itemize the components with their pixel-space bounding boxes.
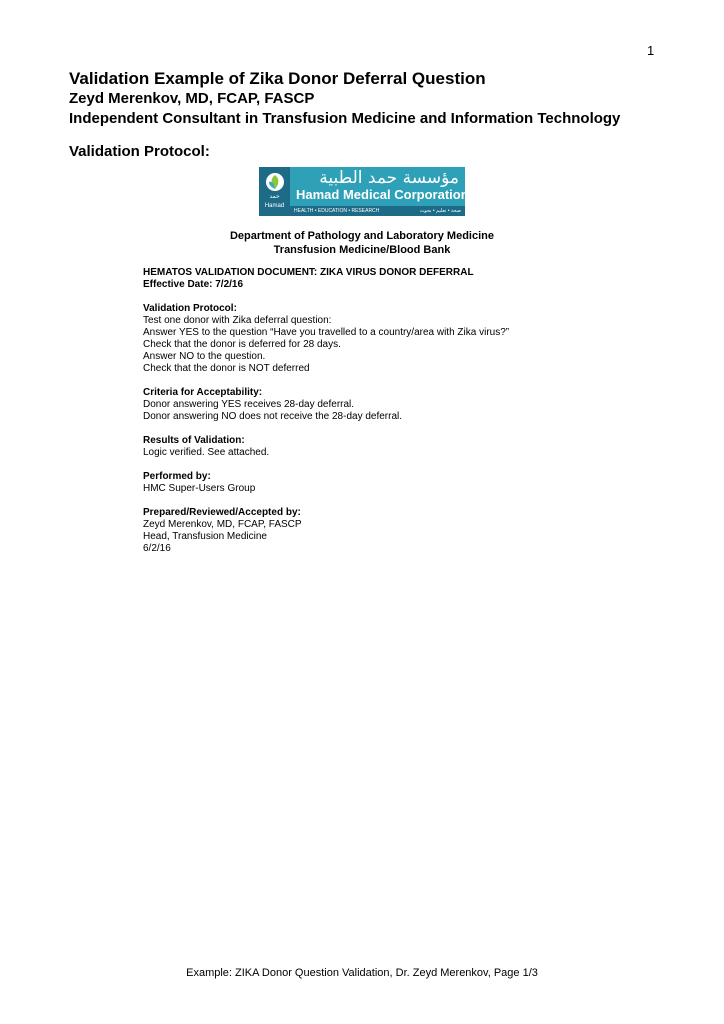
hamad-logo	[259, 167, 469, 216]
protocol-line: Test one donor with Zika deferral question:	[143, 315, 332, 326]
results-line: Logic verified. See attached.	[143, 447, 270, 458]
protocol-line: Check that the donor is NOT deferred	[143, 363, 310, 374]
protocol-label: Validation Protocol:	[143, 303, 237, 314]
performed-line: HMC Super-Users Group	[143, 483, 256, 494]
criteria-block	[143, 387, 683, 423]
logo-emblem-label: Hamad	[264, 203, 285, 209]
prepared-line: Head, Transfusion Medicine	[143, 531, 267, 542]
logo-tagline-arabic: صحة • تعليم • بحوث	[419, 208, 461, 214]
document-heading: HEMATOS VALIDATION DOCUMENT: ZIKA VIRUS DONOR DEFERRAL	[143, 267, 474, 278]
protocol-line: Answer YES to the question “Have you travelled to a country/area with Zika virus?”	[143, 327, 510, 338]
section-heading: Validation Protocol:	[69, 143, 210, 160]
division-name: Transfusion Medicine/Blood Bank	[273, 244, 451, 256]
criteria-line: Donor answering NO does not receive the 28-day deferral.	[143, 411, 403, 422]
results-label: Results of Validation:	[143, 435, 245, 446]
prepared-label: Prepared/Reviewed/Accepted by:	[143, 507, 301, 518]
prepared-line: 6/2/16	[143, 543, 171, 554]
protocol-line: Check that the donor is deferred for 28 days.	[143, 339, 341, 350]
department-name: Department of Pathology and Laboratory Medicine	[229, 230, 495, 242]
page-number: 1	[647, 43, 655, 58]
criteria-line: Donor answering YES receives 28-day deferral.	[143, 399, 355, 410]
criteria-label: Criteria for Acceptability:	[143, 387, 263, 398]
department-block	[0, 229, 724, 257]
prepared-line: Zeyd Merenkov, MD, FCAP, FASCP	[143, 519, 302, 530]
validation-document	[143, 267, 683, 567]
results-block	[143, 435, 683, 459]
protocol-line: Answer NO to the question.	[143, 351, 266, 362]
leaf-emblem-icon	[265, 172, 285, 192]
author-role: Independent Consultant in Transfusion Medicine and Information Technology	[69, 110, 621, 127]
author-name: Zeyd Merenkov, MD, FCAP, FASCP	[69, 90, 315, 107]
protocol-block	[143, 303, 683, 375]
effective-date: Effective Date: 7/2/16	[143, 279, 244, 290]
document-header	[69, 69, 689, 129]
prepared-block	[143, 507, 683, 555]
page-title: Validation Example of Zika Donor Deferral Question	[69, 69, 486, 88]
document-heading-block	[143, 267, 683, 291]
performed-block	[143, 471, 683, 495]
logo-arabic-name: مؤسسة حمد الطبية	[319, 168, 459, 188]
logo-english-name: Hamad Medical Corporation	[296, 187, 469, 202]
performed-label: Performed by:	[143, 471, 211, 482]
logo-emblem-arabic: حمد	[269, 194, 280, 200]
page-footer: Example: ZIKA Donor Question Validation, Dr. Zeyd Merenkov, Page 1/3	[186, 967, 538, 979]
logo-tagline-english: HEALTH • EDUCATION • RESEARCH	[294, 208, 380, 214]
logo-text-panel	[290, 167, 469, 216]
logo-emblem-panel	[259, 167, 290, 216]
logo-tagline-strip	[290, 206, 465, 216]
